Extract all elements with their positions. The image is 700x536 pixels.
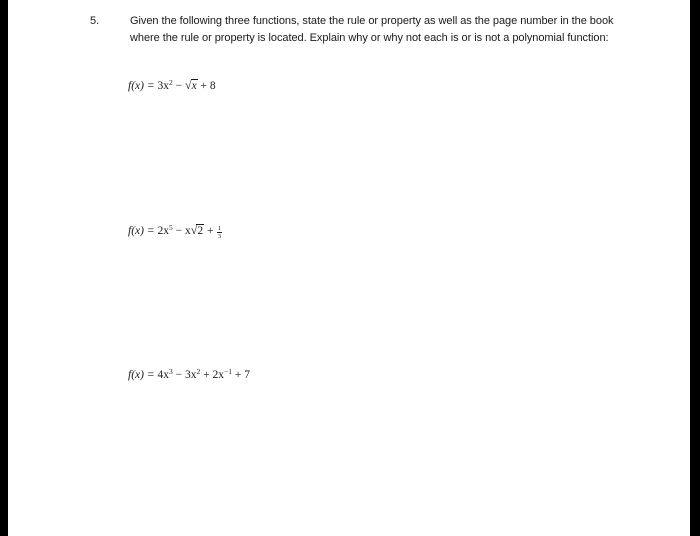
equation-3-lhs: f(x) = xyxy=(128,369,158,381)
equation-1 xyxy=(128,77,216,94)
equation-2-fraction xyxy=(217,225,221,240)
equation-2-fraction-denominator: 3 xyxy=(217,233,222,240)
equation-2-term1: 2x xyxy=(157,225,169,237)
equation-2-fraction-numerator: 1 xyxy=(217,225,222,232)
equation-3-term1: 4x xyxy=(157,369,169,381)
equation-1-op1: − xyxy=(172,80,185,92)
equation-2-op1: − x xyxy=(172,225,191,237)
equation-3-tail: + 7 xyxy=(231,369,250,381)
question-number: 5. xyxy=(90,15,100,27)
equation-2-radical-arg: 2 xyxy=(197,225,204,237)
right-border xyxy=(690,0,700,536)
equation-2-term1-exponent: 5 xyxy=(168,223,173,232)
equation-3-op2: + 2x xyxy=(200,369,224,381)
left-border xyxy=(0,0,8,536)
equation-1-radical-arg: x xyxy=(191,80,197,92)
equation-2-radical: √2 xyxy=(190,223,204,237)
equation-3-term3-exponent: −1 xyxy=(223,367,232,376)
equation-3 xyxy=(128,367,250,383)
equation-2-op2: + xyxy=(204,225,217,237)
equation-3-term1-exponent: 3 xyxy=(168,367,173,376)
equation-3-op1: − 3x xyxy=(172,369,197,381)
equation-1-term1: 3x xyxy=(157,80,169,92)
equation-1-radical: √x xyxy=(184,78,197,92)
equation-2-lhs: f(x) = xyxy=(128,225,158,237)
equation-1-term1-exponent: 2 xyxy=(168,78,173,87)
equation-1-lhs: f(x) = xyxy=(128,80,158,92)
equation-1-tail: + 8 xyxy=(197,80,216,92)
equation-2 xyxy=(128,222,222,240)
equation-3-term2-exponent: 2 xyxy=(196,367,201,376)
question-text: Given the following three functions, state the rule or property as well as the page number in the book where the rule or property is located. Explain why or why not each is or is not a polynomial function: xyxy=(130,15,614,44)
